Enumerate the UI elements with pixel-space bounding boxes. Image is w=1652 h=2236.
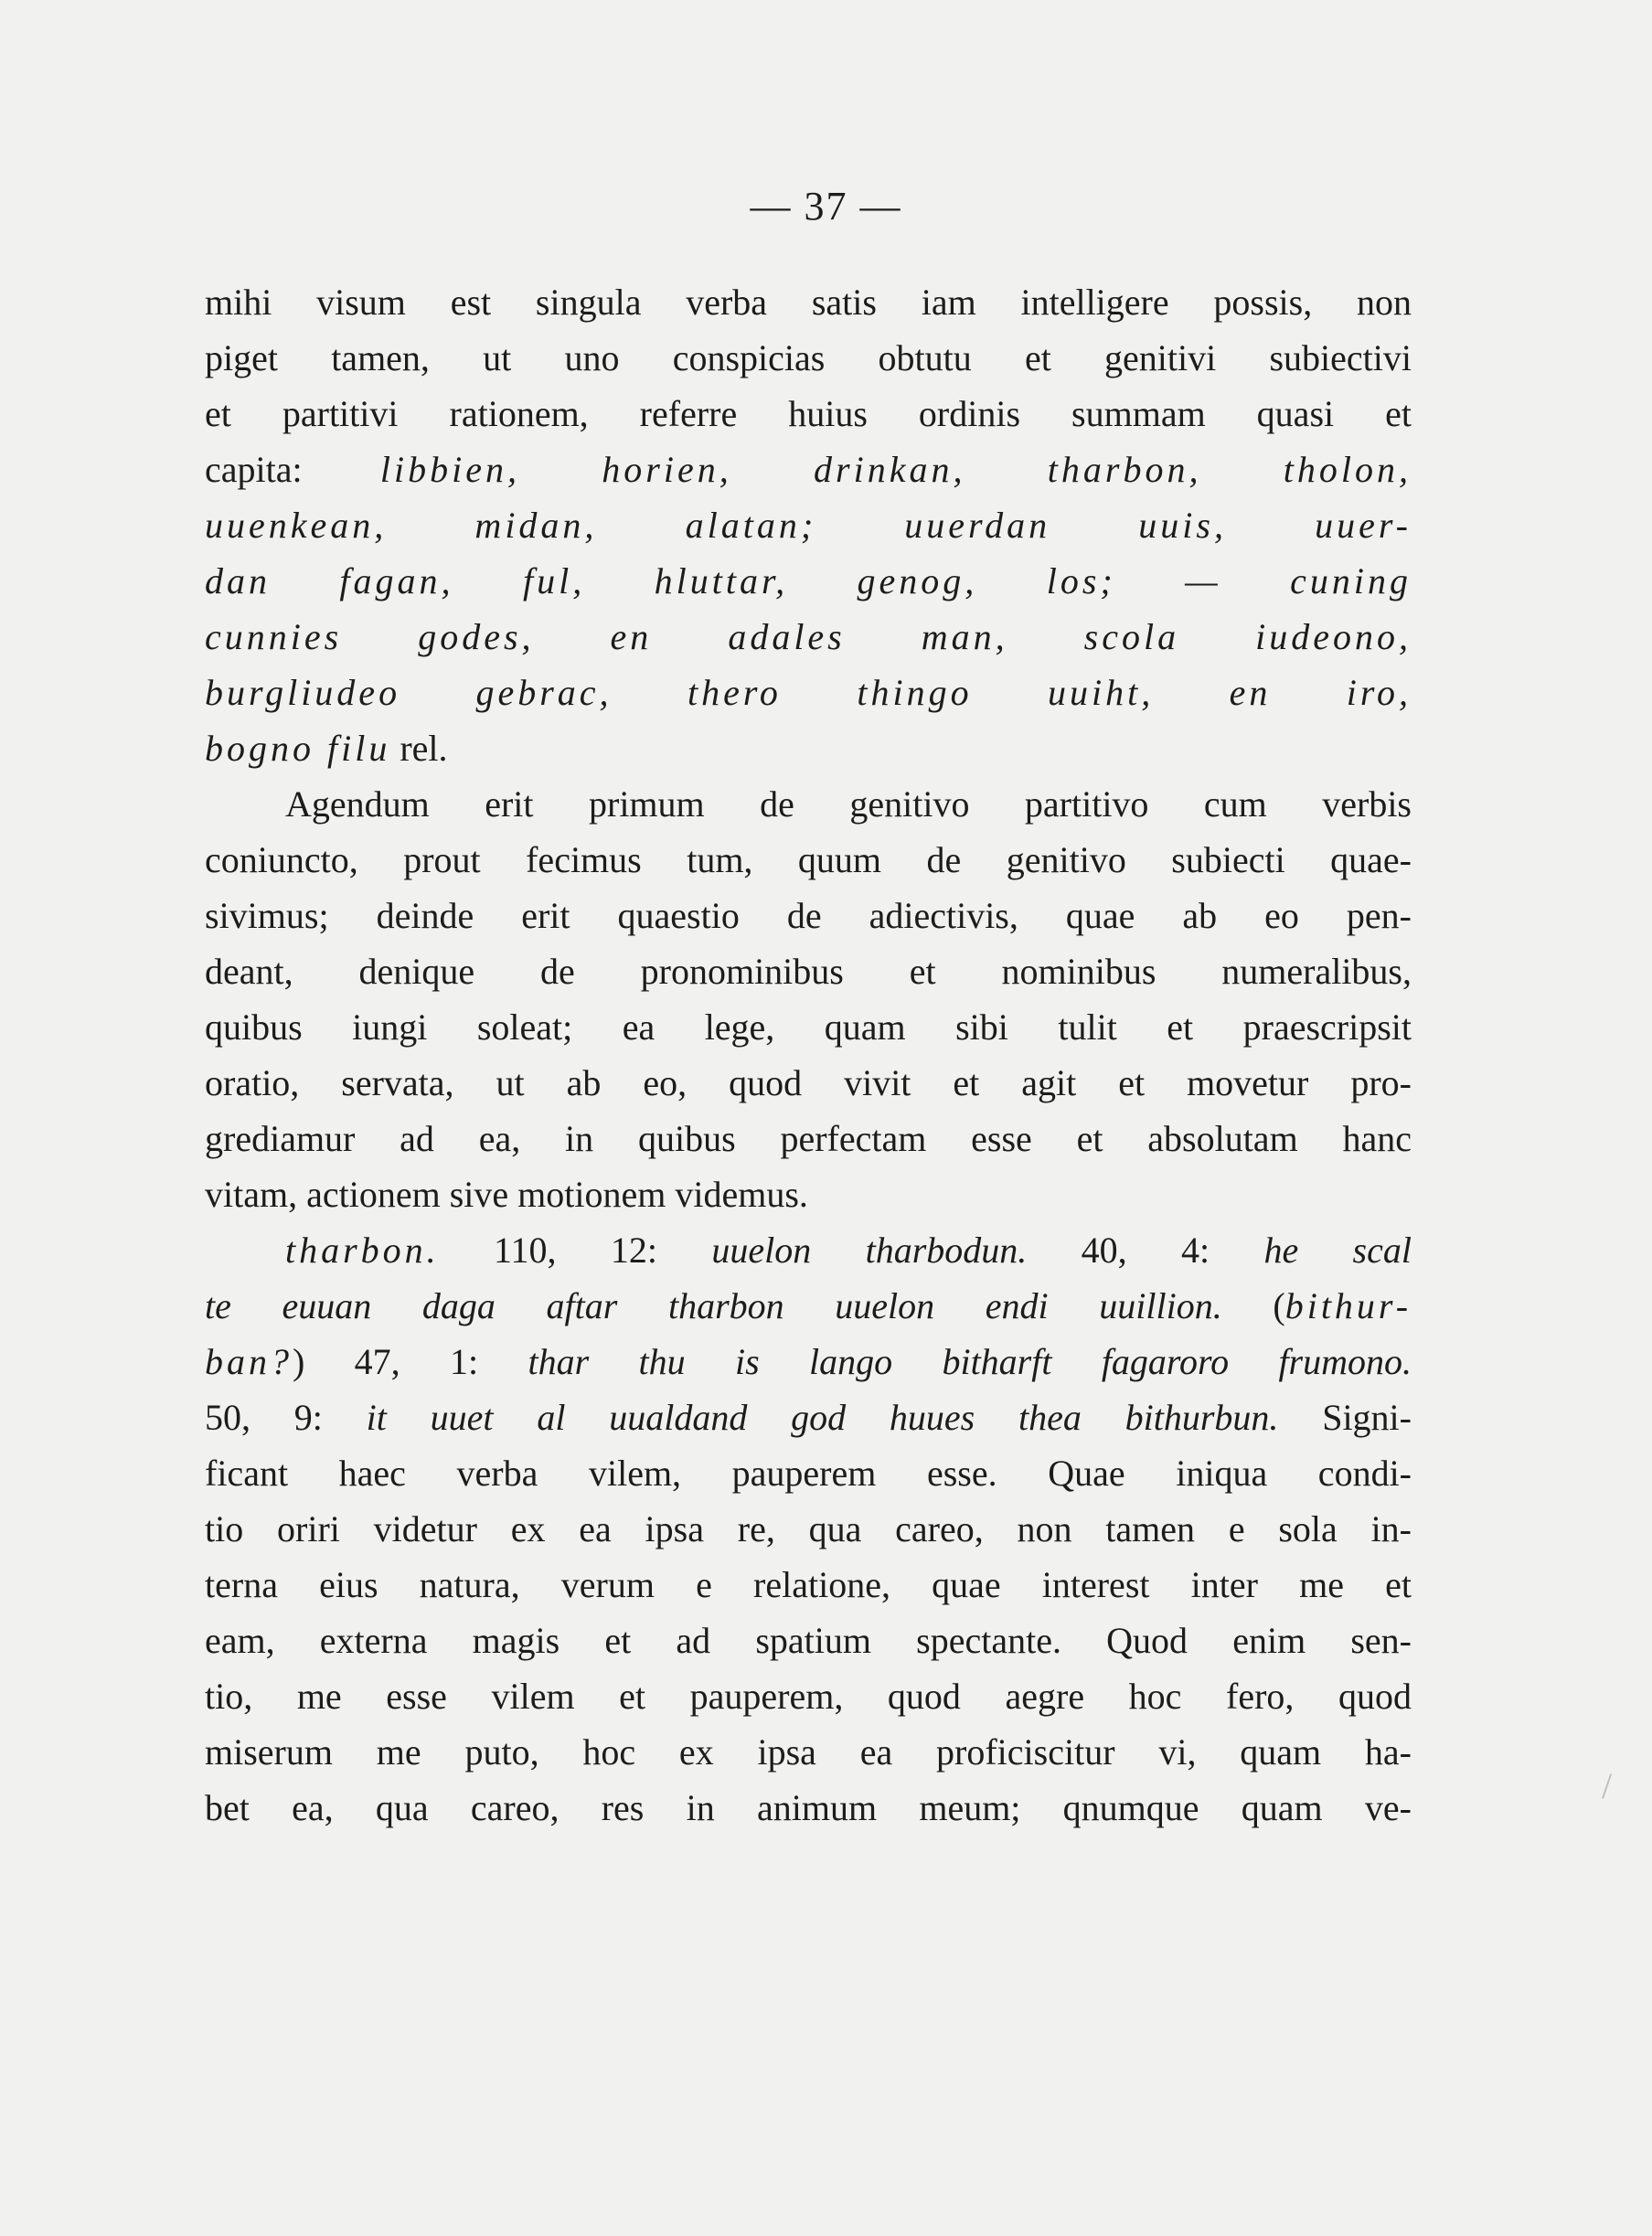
text-line: [205, 609, 1412, 665]
italic-text: tharbon.: [285, 1230, 440, 1271]
text-line: [205, 1334, 1412, 1390]
text-span: ficant haec verba vilem, pauperem esse. Quae iniqua condi-: [205, 1453, 1412, 1494]
italic-text: cunnies godes, en adales man, scola iudeono,: [205, 616, 1412, 657]
text-line: [205, 776, 1412, 832]
text-span: piget tamen, ut uno conspicias obtutu et genitivi subiectivi: [205, 337, 1412, 378]
text-line: [205, 832, 1412, 888]
italic-text: uuenkean, midan, alatan; uuerdan uuis, uuer-: [205, 505, 1412, 546]
text-line: [205, 943, 1412, 999]
italic-text: bithur-: [1284, 1285, 1412, 1326]
margin-mark: /: [1602, 1765, 1613, 1806]
text-line: [205, 442, 1412, 497]
italic-text: burgliudeo gebrac, thero thingo uuiht, en iro,: [205, 672, 1412, 713]
italic-text: ban?: [205, 1341, 293, 1382]
text-span: tio oriri videtur ex ea ipsa re, qua careo, non tamen e sola in-: [205, 1508, 1412, 1549]
text-line: [205, 386, 1412, 442]
text-line: [205, 1111, 1412, 1166]
text-line: [205, 1390, 1412, 1445]
text-line: [205, 1445, 1412, 1501]
italic-text: uuelon tharbodun.: [711, 1230, 1028, 1271]
text-span: coniuncto, prout fecimus tum, quum de genitivo subiecti quae-: [205, 839, 1412, 880]
text-span: ) 47, 1:: [293, 1341, 528, 1382]
text-span: bet ea, qua careo, res in animum meum; qnumque quam ve-: [205, 1787, 1412, 1828]
text-span: tio, me esse vilem et pauperem, quod aegre hoc fero, quod: [205, 1676, 1412, 1717]
text-span: miserum me puto, hoc ex ipsa ea proficiscitur vi, quam ha-: [205, 1731, 1412, 1773]
text-line: [205, 1668, 1412, 1724]
text-line: [205, 1557, 1412, 1613]
text-line: [205, 1222, 1412, 1278]
text-line: [205, 665, 1412, 720]
text-line: [205, 1166, 1412, 1222]
text-span: mihi visum est singula verba satis iam intelligere possis, non: [205, 282, 1412, 323]
text-span: rel.: [390, 728, 448, 769]
text-span: vitam, actionem sive motionem videmus.: [205, 1174, 808, 1215]
text-span: terna eius natura, verum e relatione, quae interest inter me et: [205, 1564, 1412, 1605]
text-span: Signi-: [1278, 1397, 1412, 1438]
text-line: [205, 1724, 1412, 1780]
text-span: 110, 12:: [439, 1230, 712, 1271]
italic-text: he scal: [1263, 1230, 1412, 1271]
italic-text: libbien, horien, drinkan, tharbon, tholon,: [379, 449, 1412, 490]
text-line: [205, 1613, 1412, 1668]
text-span: 40, 4:: [1027, 1230, 1264, 1271]
italic-text: bogno filu: [205, 728, 391, 769]
text-line: [205, 720, 1412, 776]
text-span: (: [1221, 1285, 1285, 1326]
text-span: deant, denique de pronominibus et nominibus numeralibus,: [205, 951, 1412, 992]
italic-text: te euuan daga aftar tharbon uuelon endi uuillion.: [205, 1285, 1222, 1326]
italic-text: thar thu is lango bitharft fagaroro frumono.: [528, 1341, 1412, 1382]
text-span: grediamur ad ea, in quibus perfectam esse et absolutam hanc: [205, 1118, 1412, 1159]
text-span: Agendum erit primum de genitivo partitivo cum verbis: [285, 783, 1412, 825]
text-line: [205, 1780, 1412, 1836]
text-span: eam, externa magis et ad spatium spectante. Quod enim sen-: [205, 1620, 1412, 1661]
italic-text: it uuet al uualdand god huues thea bithurbun.: [366, 1397, 1279, 1438]
text-line: [205, 330, 1412, 386]
text-line: [205, 888, 1412, 943]
text-line: [205, 1278, 1412, 1334]
text-span: oratio, servata, ut ab eo, quod vivit et agit et movetur pro-: [205, 1062, 1412, 1103]
text-body: [205, 274, 1412, 1836]
text-span: quibus iungi soleat; ea lege, quam sibi tulit et praescripsit: [205, 1006, 1412, 1048]
text-span: 50, 9:: [205, 1397, 367, 1438]
text-line: [205, 497, 1412, 553]
text-span: sivimus; deinde erit quaestio de adiectivis, quae ab eo pen-: [205, 895, 1412, 936]
text-line: [205, 1055, 1412, 1111]
text-line: [205, 1501, 1412, 1557]
italic-text: dan fagan, ful, hluttar, genog, los; — cuning: [205, 560, 1412, 602]
text-line: [205, 274, 1412, 330]
text-line: [205, 553, 1412, 609]
text-line: [205, 999, 1412, 1055]
page-number: — 37 —: [750, 184, 902, 229]
text-span: capita:: [205, 449, 380, 490]
text-span: et partitivi rationem, referre huius ordinis summam quasi et: [205, 393, 1412, 434]
